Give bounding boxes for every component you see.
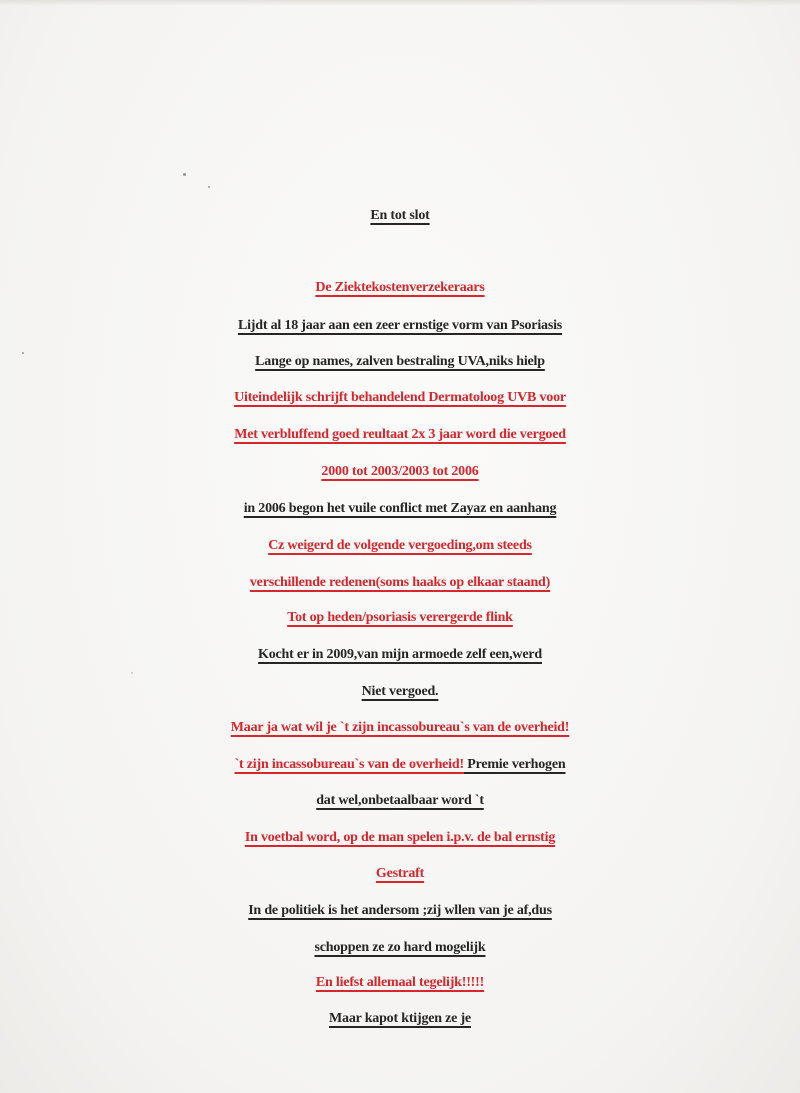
text-line-17: Gestraft <box>375 866 425 881</box>
text-line-14: `t zijn incassobureau`s van de overheid! Premie verhogen <box>234 757 566 772</box>
scan-edge <box>0 0 800 6</box>
text-line-20: En liefst allemaal tegelijk!!!!! <box>315 975 485 990</box>
text-line-10: Tot op heden/psoriasis verergerde flink <box>287 610 513 625</box>
text-line-5: Met verbluffend goed reultaat 2x 3 jaar word die vergoed <box>234 427 566 442</box>
text-line-21: Maar kapot ktijgen ze je <box>329 1011 471 1026</box>
text-line-11: Kocht er in 2009,van mijn armoede zelf een,werd <box>258 647 542 662</box>
text-line-15: dat wel,onbetaalbaar word `t <box>316 793 484 808</box>
dust-speck <box>131 672 133 674</box>
text-line-16: In voetbal word, op de man spelen i.p.v. de bal ernstig <box>244 830 556 845</box>
text-line-7: in 2006 begon het vuile conflict met Zayaz en aanhang <box>243 501 557 516</box>
text-line-2: Lijdt al 18 jaar aan een zeer ernstige vorm van Psoriasis <box>237 318 563 333</box>
text-line-3: Lange op names, zalven bestraling UVA,niks hielp <box>255 354 545 369</box>
document-title: En tot slot <box>370 208 430 223</box>
text-line-18: In de politiek is het andersom ;zij wllen van je af,dus <box>248 903 552 918</box>
text-line-1: De Ziektekostenverzekeraars <box>315 280 485 295</box>
text-line-13: Maar ja wat wil je `t zijn incassobureau`s van de overheid! <box>230 720 570 735</box>
text-line-8: Cz weigerd de volgende vergoeding,om steeds <box>268 538 532 553</box>
text-line-19: schoppen ze zo hard mogelijk <box>314 940 486 955</box>
text-line-9: verschillende redenen(soms haaks op elkaar staand) <box>249 575 551 590</box>
text-line-4: Uiteindelijk schrijft behandelend Dermatoloog UVB voor <box>234 390 566 405</box>
dust-speck <box>208 186 210 188</box>
dust-speck <box>183 173 186 176</box>
text-line-12: Niet vergoed. <box>361 684 439 699</box>
text-line-6: 2000 tot 2003/2003 tot 2006 <box>321 464 479 479</box>
